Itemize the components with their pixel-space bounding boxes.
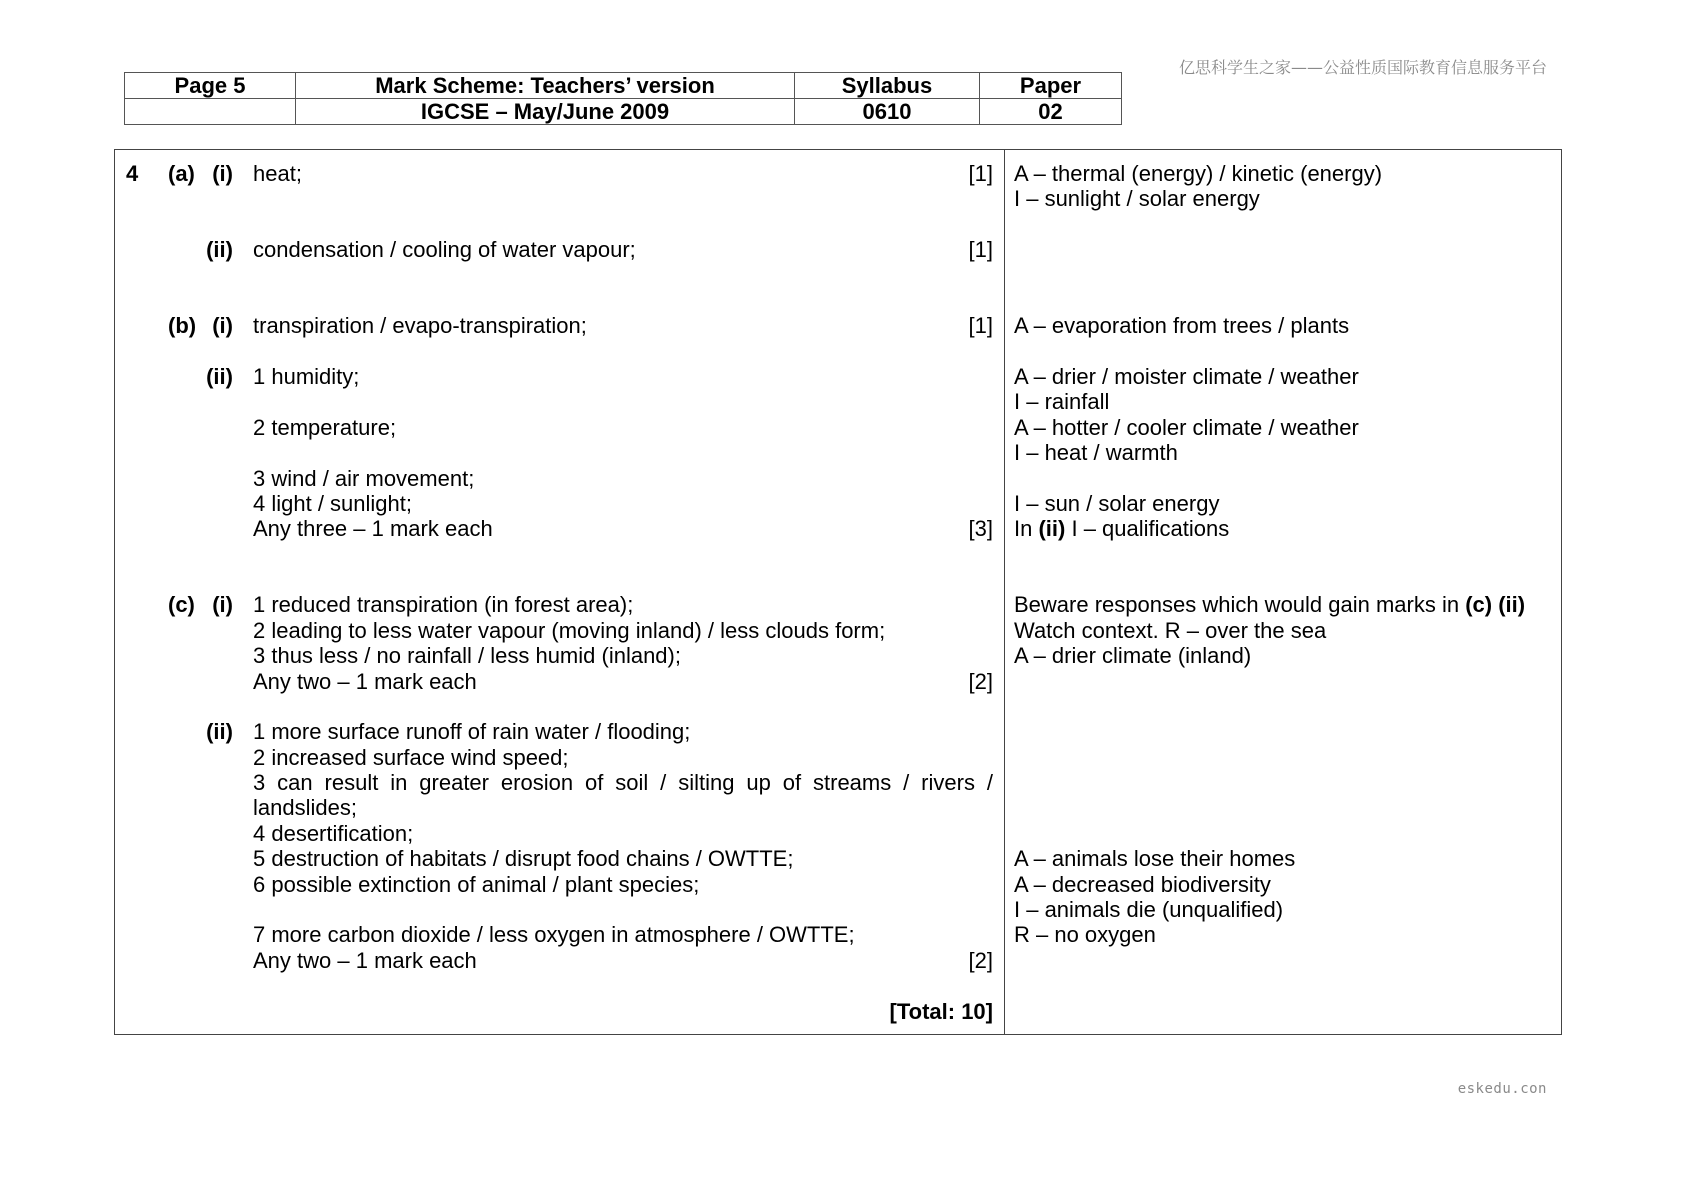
mark-scheme-table: [114, 149, 1562, 1035]
answer-line: Any three – 1 mark each: [253, 516, 493, 542]
guidance-note-qualifications: [1014, 516, 1229, 541]
mark-allocation: [3]: [968, 516, 993, 542]
question-number: 4: [126, 161, 139, 186]
guidance-note: I – animals die (unqualified): [1014, 897, 1284, 923]
subpart-label-a-i: (i): [212, 161, 233, 186]
answer-line: Any two – 1 mark each: [253, 947, 477, 973]
part-label-a: (a): [168, 161, 195, 186]
answer-line: 3 thus less / no rainfall / less humid (inland);: [253, 643, 681, 669]
syllabus-label: Syllabus: [795, 73, 980, 99]
question-total-marks: [Total: 10]: [889, 998, 993, 1024]
part-label-b: (b): [168, 313, 197, 339]
guidance-note: A – animals lose their homes: [1014, 846, 1296, 872]
answer-line: 2 temperature;: [253, 414, 397, 440]
guidance-note: I – sunlight / solar energy: [1014, 186, 1260, 212]
answer-line: 5 destruction of habitats / disrupt food chains / OWTTE;: [253, 846, 794, 872]
guidance-note: I – sun / solar energy: [1014, 490, 1220, 516]
watermark-top-text: 亿思科学生之家——公益性质国际教育信息服务平台: [1178, 58, 1547, 77]
answer-line: 4 desertification;: [253, 820, 414, 846]
note-bold-reference: (ii): [1038, 516, 1066, 542]
mark-allocation: [1]: [968, 161, 993, 186]
answer-line: 1 humidity;: [253, 364, 360, 390]
header-row-values: [125, 99, 1122, 125]
exam-session: IGCSE – May/June 2009: [296, 99, 795, 125]
paper-number: 02: [980, 99, 1122, 125]
watermark-bottom-text: eskedu.con: [1457, 1081, 1547, 1097]
note-text: Beware responses which would gain marks in: [1014, 592, 1466, 618]
guidance-note: A – decreased biodiversity: [1014, 871, 1271, 897]
document-title: Mark Scheme: Teachers’ version: [296, 73, 795, 99]
answer-line: 2 increased surface wind speed;: [253, 744, 569, 770]
subpart-label-a-ii: (ii): [206, 237, 233, 263]
answer-line: condensation / cooling of water vapour;: [253, 237, 636, 263]
answer-line: 3 wind / air movement;: [253, 465, 475, 491]
page-header-table: [124, 72, 1122, 125]
guidance-note: R – no oxygen: [1014, 922, 1156, 948]
guidance-note: A – thermal (energy) / kinetic (energy): [1014, 161, 1383, 186]
answer-line: transpiration / evapo-transpiration;: [253, 313, 587, 339]
guidance-note: I – rainfall: [1014, 389, 1110, 415]
mark-allocation: [2]: [968, 947, 993, 973]
guidance-note: A – drier climate (inland): [1014, 643, 1252, 669]
subpart-label-b-ii: (ii): [206, 364, 233, 390]
subpart-label-c-ii: (ii): [206, 719, 233, 745]
guidance-note: A – drier / moister climate / weather: [1014, 364, 1359, 390]
answer-line: 2 leading to less water vapour (moving inland) / less clouds form;: [253, 617, 886, 643]
subpart-label-c-i: (i): [212, 592, 233, 618]
mark-allocation: [2]: [968, 668, 993, 694]
guidance-note-beware: [1014, 592, 1525, 617]
answer-line: Any two – 1 mark each: [253, 668, 477, 694]
mark-allocation: [1]: [968, 313, 993, 339]
guidance-note: I – heat / warmth: [1014, 440, 1178, 466]
guidance-note: A – evaporation from trees / plants: [1014, 313, 1350, 339]
answer-line: 7 more carbon dioxide / less oxygen in atmosphere / OWTTE;: [253, 922, 855, 948]
answer-line: 1 reduced transpiration (in forest area);: [253, 592, 634, 618]
note-bold-reference: (c) (ii): [1465, 592, 1526, 618]
answer-line: heat;: [253, 161, 302, 186]
guidance-note: A – hotter / cooler climate / weather: [1014, 414, 1359, 440]
mark-allocation: [1]: [968, 237, 993, 263]
column-divider: [1004, 150, 1005, 1034]
page-number: Page 5: [125, 73, 296, 99]
header-row-labels: [125, 73, 1122, 99]
guidance-note: Watch context. R – over the sea: [1014, 617, 1327, 643]
note-text: I – qualifications: [1065, 516, 1230, 542]
answer-line: 6 possible extinction of animal / plant species;: [253, 871, 700, 897]
paper-label: Paper: [980, 73, 1122, 99]
answer-line: 4 light / sunlight;: [253, 490, 412, 516]
subpart-label-b-i: (i): [212, 313, 233, 339]
answer-line-justified: 3 can result in greater erosion of soil / silting up of streams / rivers / landslides;: [253, 770, 993, 821]
note-text: In: [1014, 516, 1039, 542]
answer-line: 1 more surface runoff of rain water / flooding;: [253, 719, 691, 745]
header-empty-cell: [125, 99, 296, 125]
part-label-c: (c): [168, 592, 195, 618]
syllabus-code: 0610: [795, 99, 980, 125]
